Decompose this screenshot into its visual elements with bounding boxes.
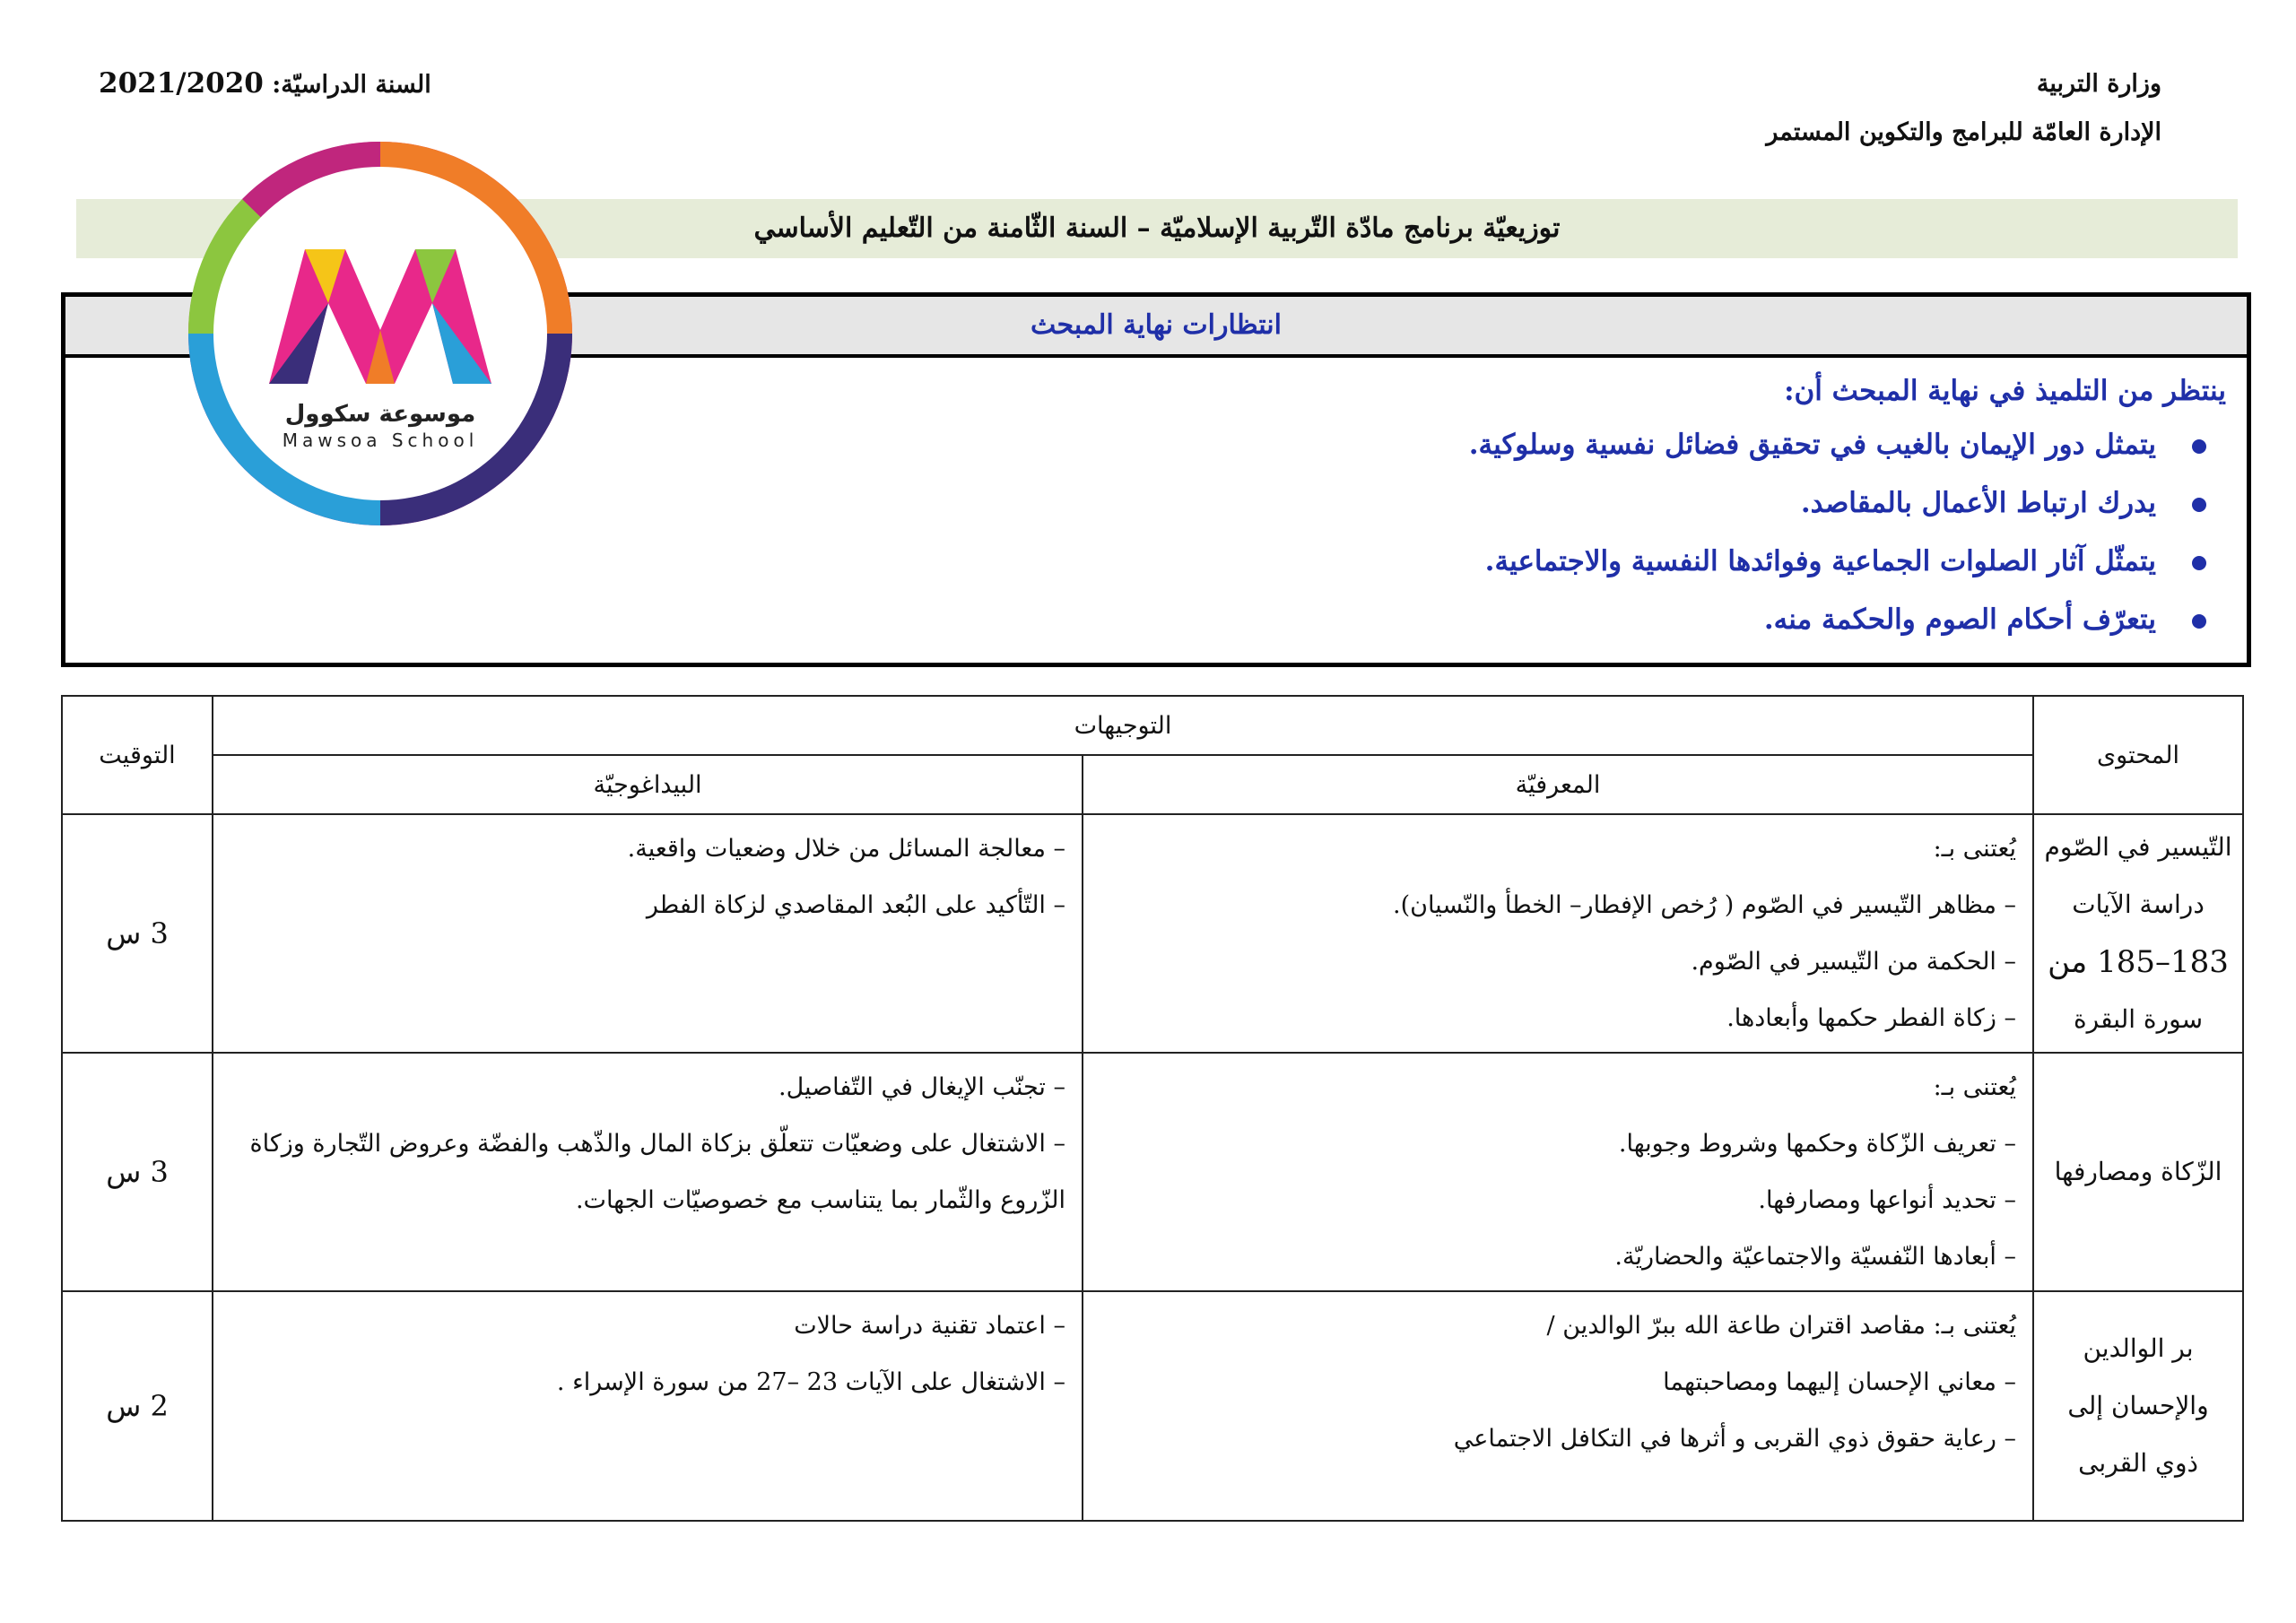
pedagogical-cell: – تجنّب الإيغال في التّفاصيل. – الاشتغال على وضعيّات تتعلّق بزكاة المال والذّهب والفضّة وعروض التّجارة وزكاة الزّروع والثّمار بما يتناسب مع خصوصيّات الجهات. [213, 1053, 1083, 1291]
outcomes-intro: ينتظر من التلميذ في نهاية المبحث أن: [1784, 375, 2226, 407]
bullet-icon [2192, 439, 2206, 454]
pedagogical-cell: – معالجة المسائل من خلال وضعيات واقعية. – التّأكيد على البُعد المقاصدي لزكاة الفطر [213, 814, 1083, 1053]
program-table [61, 695, 2244, 1522]
cognitive-cell: يُعتنى بـ: – مظاهر التّيسير في الصّوم ( رُخص الإفطار– الخطأ والنّسيان). – الحكمة من التّيسير في الصّوم. – زكاة الفطر حكمها وأبعادها. [1083, 814, 2033, 1053]
table-row [62, 1053, 2243, 1291]
bullet-icon [2192, 498, 2206, 512]
school-year [99, 67, 431, 100]
timing-cell: 3 س [62, 814, 213, 1053]
outcome-item: يتعرّف أحكام الصوم والحكمة منه. [1764, 603, 2206, 636]
page-title: توزيعيّة برنامج مادّة التّربية الإسلاميّة – السنة الثّامنة من التّعليم الأساسي [753, 213, 1561, 244]
school-year-value: 2021/2020 [99, 67, 264, 100]
col-header-timing: التوقيت [62, 696, 213, 814]
cognitive-cell: يُعتنى بـ: – تعريف الزّكاة وحكمها وشروط وجوبها. – تحديد أنواعها ومصارفها. – أبعادها النّفسيّة والاجتماعيّة والحضاريّة. [1083, 1053, 2033, 1291]
outcome-item: يتمثل دور الإيمان بالغيب في تحقيق فضائل نفسية وسلوكية. [1469, 429, 2206, 461]
content-cell: التّيسير في الصّوم دراسة الآيات 183–185 من سورة البقرة [2033, 814, 2243, 1053]
logo-brand-en: Mawsoa School [282, 430, 479, 451]
timing-cell: 3 س [62, 1053, 213, 1291]
school-year-label: السنة الدراسيّة: [272, 71, 431, 99]
col-header-cognitive: المعرفيّة [1083, 755, 2033, 814]
col-header-pedagogical: البيداغوجيّة [213, 755, 1083, 814]
col-header-content: المحتوى [2033, 696, 2243, 814]
bullet-icon [2192, 556, 2206, 570]
table-row [62, 814, 2243, 1053]
pedagogical-cell: – اعتماد تقنية دراسة حالات – الاشتغال على الآيات 23 –27 من سورة الإسراء . [213, 1291, 1083, 1521]
mawsoa-school-logo [188, 142, 572, 525]
cognitive-cell: يُعتنى بـ: مقاصد اقتران طاعة الله ببرّ الوالدين / – معاني الإحسان إليهما ومصاحبتهما – رعاية حقوق ذوي القربى و أثرها في التكافل الاجتماعي [1083, 1291, 2033, 1521]
content-cell: بر الوالدين والإحسان إلى ذوي القربى [2033, 1291, 2243, 1521]
col-header-guidance: التوجيهات [213, 696, 2033, 755]
content-cell: الزّكاة ومصارفها [2033, 1053, 2243, 1291]
outcome-item: يتمثّل آثار الصلوات الجماعية وفوائدها النفسية والاجتماعية. [1485, 545, 2206, 577]
outcomes-heading: انتظارات نهاية المبحث [1031, 309, 1282, 341]
bullet-icon [2192, 614, 2206, 629]
outcome-item: يدرك ارتباط الأعمال بالمقاصد. [1801, 487, 2206, 519]
ministry-name: وزارة التربية [2036, 70, 2161, 98]
timing-cell: 2 س [62, 1291, 213, 1521]
directorate-name: الإدارة العامّة للبرامج والتكوين المستمر [1766, 118, 2161, 146]
table-row [62, 1291, 2243, 1521]
logo-brand-ar: موسوعة سكوول [284, 401, 476, 428]
